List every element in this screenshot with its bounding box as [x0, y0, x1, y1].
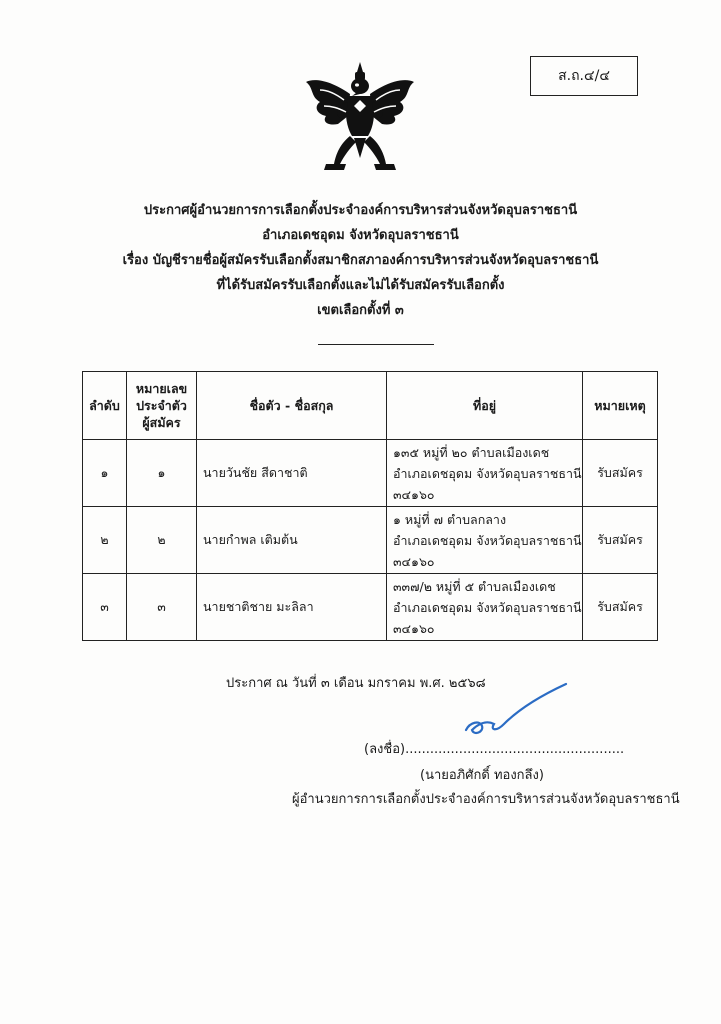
address-line-2: อำเภอเดชอุดม จังหวัดอุบลราชธานี [393, 599, 582, 615]
cell-candidate-number: ๓ [127, 574, 197, 641]
signer-title: ผู้อำนวยการการเลือกตั้งประจำองค์การบริหารส่วนจังหวัดอุบลราชธานี [292, 792, 680, 807]
cell-candidate-number: ๑ [127, 440, 197, 507]
header-line-3: เรื่อง บัญชีรายชื่อผู้สมัครรับเลือกตั้งสมาชิกสภาองค์การบริหารส่วนจังหวัดอุบลราชธานี [122, 253, 599, 268]
address-line-1: ๓๓๗/๒ หมู่ที่ ๕ ตำบลเมืองเดช [393, 578, 556, 594]
address-line-1: ๑ หมู่ที่ ๗ ตำบลกลาง [393, 511, 507, 527]
table-row [83, 440, 658, 507]
header-line-5: เขตเลือกตั้งที่ ๓ [317, 303, 404, 318]
table-header-row [83, 372, 658, 440]
cell-name: นายชาติชาย มะลิลา [197, 574, 387, 641]
address-line-3: ๓๔๑๖๐ [393, 553, 435, 569]
header-line-1: ประกาศผู้อำนวยการการเลือกตั้งประจำองค์การบริหารส่วนจังหวัดอุบลราชธานี [143, 203, 578, 218]
address-line-3: ๓๔๑๖๐ [393, 486, 435, 502]
cell-name: นายกำพล เติมต้น [197, 507, 387, 574]
cell-remark: รับสมัคร [583, 507, 658, 574]
table-row [83, 574, 658, 641]
header-address: ที่อยู่ [387, 372, 583, 440]
address-line-2: อำเภอเดชอุดม จังหวัดอุบลราชธานี [393, 532, 582, 548]
header-line-4: ที่ได้รับสมัครรับเลือกตั้งและไม่ได้รับสมัครรับเลือกตั้ง [216, 278, 505, 293]
cell-seq: ๓ [83, 574, 127, 641]
header-number-line-1: หมายเลข [135, 381, 188, 396]
cell-seq: ๒ [83, 507, 127, 574]
header-divider [318, 344, 434, 345]
table-row [83, 507, 658, 574]
announcement-header [0, 198, 721, 323]
cell-remark: รับสมัคร [583, 574, 658, 641]
cell-address [387, 507, 583, 574]
address-line-2: อำเภอเดชอุดม จังหวัดอุบลราชธานี [393, 465, 582, 481]
signer-name: (นายอภิศักดิ์ ทองกลึง) [420, 768, 544, 783]
cell-seq: ๑ [83, 440, 127, 507]
announce-date: ประกาศ ณ วันที่ ๓ เดือน มกราคม พ.ศ. ๒๕๖๘ [226, 676, 486, 691]
header-remark: หมายเหตุ [583, 372, 658, 440]
form-code: ส.ถ.๔/๔ [558, 68, 610, 84]
cell-remark: รับสมัคร [583, 440, 658, 507]
cell-address [387, 440, 583, 507]
header-seq: ลำดับ [83, 372, 127, 440]
address-line-3: ๓๔๑๖๐ [393, 620, 435, 636]
garuda-emblem-icon [300, 60, 420, 175]
header-number-line-3: ผู้สมัคร [142, 415, 181, 430]
cell-candidate-number: ๒ [127, 507, 197, 574]
header-number-line-2: ประจำตัว [136, 398, 187, 413]
cell-address [387, 574, 583, 641]
signature-icon [460, 680, 570, 742]
signature-line: (ลงชื่อ)..................................................... [364, 742, 625, 757]
header-candidate-number [127, 372, 197, 440]
candidate-table [82, 371, 658, 641]
header-name: ชื่อตัว - ชื่อสกุล [197, 372, 387, 440]
header-line-2: อำเภอเดชอุดม จังหวัดอุบลราชธานี [262, 228, 459, 243]
address-line-1: ๑๓๕ หมู่ที่ ๒๐ ตำบลเมืองเดช [393, 444, 550, 460]
form-code-box [530, 56, 638, 96]
cell-name: นายวันชัย สีดาชาติ [197, 440, 387, 507]
